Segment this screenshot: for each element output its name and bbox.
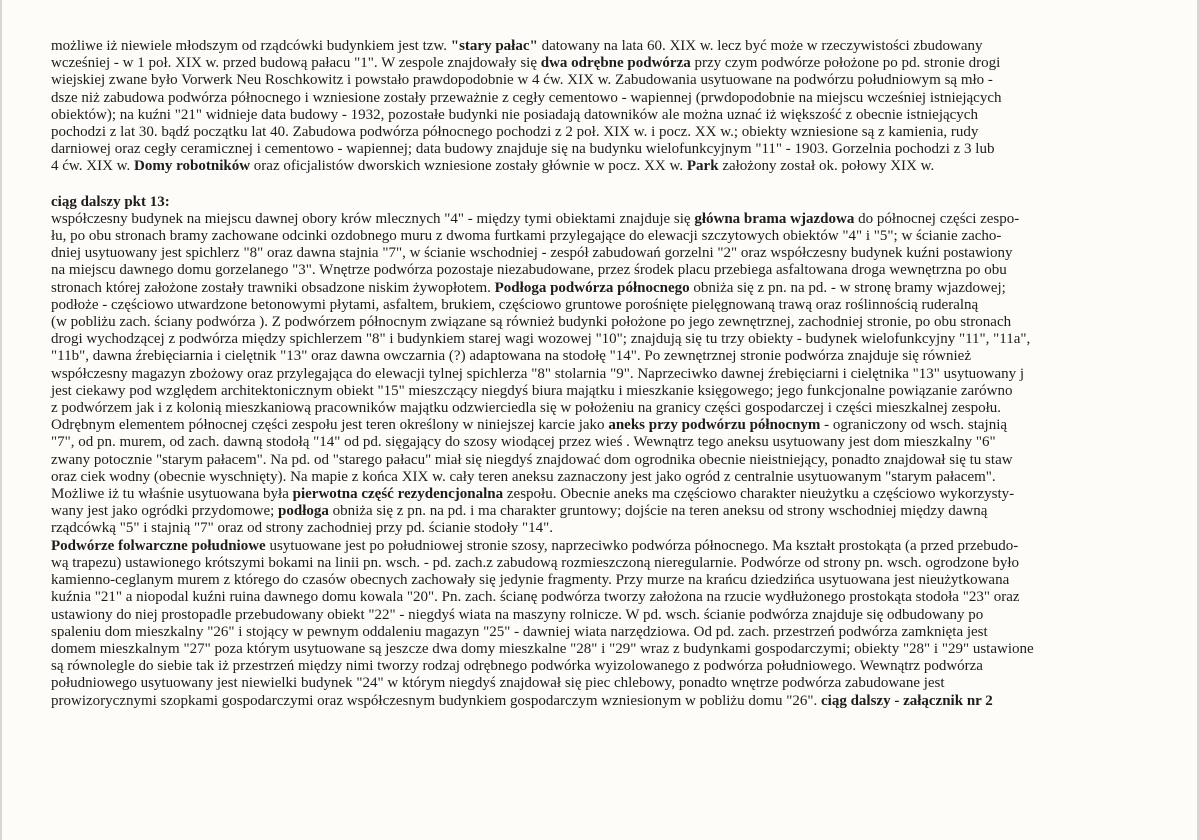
text-line (51, 331, 1151, 348)
text-run: prowizorycznymi szopkami gospodarczymi oraz współczesnym budynkiem gospodarczym wzniesionym w pobliżu domu "26". (51, 692, 821, 709)
text-run: współczesny budynek na miejscu dawnej obory krów mlecznych "4" - między tymi obiektami znajduje się (51, 210, 695, 227)
text-run: "7", od pn. murem, od zach. dawną stodołą "14" od pd. sięgający do szosy wiodącej przez wieś . Wewnątrz tego aneksu usytuowany jest dom mieszkalny "6" (51, 434, 996, 451)
text-line (51, 589, 1151, 606)
text-line (51, 158, 1151, 175)
bold-text-run: Park (686, 158, 719, 175)
text-run: datowany na lata 60. XIX w. lecz być może w rzeczywistości zbudowany (537, 38, 983, 54)
bold-text-run: pierwotna część rezydencjonalna (292, 486, 504, 503)
text-run: dsze niż zabudowa podwórza północnego i wzniesione zostały przeważnie z cegły cementowo - wapiennej (prwdopodobnie na miejscu wcześniej istniejących (51, 89, 1002, 106)
text-run: domem mieszkalnym "27" poza którym usytuowane są jeszcze dwa domy mieszkalne "28" i "29" wraz z budynkami gospodarczymi; obiekty "28" i "29" ustawione (51, 640, 1034, 657)
bold-text-run: Podłoga podwórza północnego (494, 279, 690, 296)
text-line (51, 503, 1151, 520)
text-run: (w pobliżu zach. ściany podwórza ). Z podwórzem północnym związane są również budynki położone po jego zewnętrznej, zachodniej stronie, po obu stronach (51, 314, 1012, 331)
text-line (51, 72, 1151, 89)
bold-text-run: Domy robotników (134, 158, 251, 175)
text-line (51, 607, 1151, 624)
bold-text-run: dwa odrębne podwórza (540, 55, 691, 72)
text-run: dniej usytuowany jest spichlerz "8" oraz dawna stajnia "7", w ścianie wschodniej - zespół zabudowań gorzelni "2" oraz współczesny budynek kuźni postawiony (51, 245, 1013, 262)
text-run: z podwórzem jak i z kolonią mieszkaniową pracowników majątku odzwierciedla się w położeniu na granicy części gospodarczej i części mieszkalnej zespołu. (51, 400, 1002, 417)
text-line (51, 383, 1151, 400)
text-run: - ograniczony od wsch. stajnią (820, 417, 1008, 434)
text-line (51, 520, 1151, 537)
text-run: obniża się z pn. na pd. i ma charakter gruntowy; dojście na teren aneksu od strony wschodniej między dawną (328, 503, 988, 520)
text-line (51, 658, 1151, 675)
paragraph-2 (51, 211, 1151, 710)
text-line (51, 486, 1151, 503)
text-run: oraz ciek wodny (obecnie wyschnięty). Na mapie z końca XIX w. cały teren aneksu zaznaczony jest jako ogród z centralnie usytuowanym "starym pałacem". (51, 468, 996, 485)
text-line (51, 211, 1151, 228)
text-line (51, 366, 1151, 383)
bold-text-run: Podwórze folwarczne południowe (51, 537, 266, 554)
text-line (51, 469, 1151, 486)
paragraph-1 (51, 38, 1151, 176)
text-line (51, 400, 1151, 417)
text-run: przy czym podwórze położone po pd. stronie drogi (690, 55, 1001, 72)
document-body (51, 38, 1151, 710)
text-run: Możliwe iż tu właśnie usytuowana była (51, 486, 293, 503)
bold-text-run: aneks przy podwórzu północnym (608, 417, 821, 434)
text-line (51, 124, 1151, 141)
section-heading: ciąg dalszy pkt 13: (51, 193, 170, 210)
text-line (51, 314, 1151, 331)
text-run: obniża się z pn. na pd. - w stronę bramy wjazdowej; (689, 279, 1006, 296)
bold-text-run: podłoga (278, 503, 329, 520)
text-run: 4 ćw. XIX w. (51, 158, 135, 175)
text-run: Odrębnym elementem północnej części zespołu jest teren określony w niniejszej karcie jako (51, 417, 609, 434)
text-run: pochodzi z lat 30. bądź początku lat 40. Zabudowa podwórza północnego pochodzi z 2 poł. XIX w. i pocz. XX w.; obiekty wzniesione są z kamienia, rudy (51, 124, 979, 141)
text-run: założony został ok. połowy XIX w. (718, 158, 935, 175)
text-line (51, 262, 1151, 279)
text-run: do północnej części zespo- (854, 210, 1020, 227)
text-run: południowego usytuowany jest niewielki budynek "24" w którym niegdyś znajdował się piec chlebowy, ponadto wnętrze podwórza zabudowane jest (51, 675, 945, 692)
text-line (51, 624, 1151, 641)
text-line (51, 555, 1151, 572)
text-line (51, 417, 1151, 434)
text-run: jest ciekawy pod względem architektonicznym obiekt "15" mieszczący niegdyś biura majątku i mieszkanie księgowego; jego funkcjonalne powiązanie zarówno (51, 382, 1013, 399)
text-line (51, 538, 1151, 555)
text-run: kamienno-ceglanym murem z którego do czasów obecnych zachowały się jedynie fragmenty. Przy murze na krańcu dziedzińca usytuowana jest nieużytkowana (51, 572, 1010, 589)
text-run: wcześniej - w 1 poł. XIX w. przed budową pałacu "1". W zespole znajdowały się (51, 55, 541, 72)
text-run: są równolegle do siebie tak iż przestrzeń między nimi tworzy rodzaj odrębnego podwórka wyizolowanego z podwórza południowego. Wewnątrz podwórza (51, 658, 983, 675)
text-run: "11b", dawna źrebięciarnia i cielętnik "13" oraz dawna owczarnia (?) adaptowana na stodołę "14". Po zewnętrznej stronie podwórza znajduje się również (51, 348, 971, 365)
text-line (51, 572, 1151, 589)
text-line (51, 280, 1151, 297)
bold-text-run: "stary pałac" (450, 38, 538, 54)
text-run: rządcówką "5" i stajnią "7" oraz od strony zachodniej przy pd. ścianie stodoły "14". (51, 520, 554, 537)
text-line (51, 348, 1151, 365)
text-run: podłoże - częściowo utwardzone betonowymi płytami, asfaltem, brukiem, częściowo gruntowe porośnięte pielęgnowaną trawą oraz roślinnością ruderalną (51, 296, 979, 313)
text-run: ustawiony do niej prostopadle przebudowany obiekt "22" - niegdyś wiata na maszyny rolnicze. W pd. wsch. ścianie podwórza znajduje się odbudowany po (51, 606, 984, 623)
text-run: kuźnia "21" a niopodal kuźni ruina dawnego domu kowala "20". Pn. zach. ścianę podwórza tworzy założona na rzucie wydłużonego prostokąta stodoła "23" oraz (51, 589, 1020, 606)
text-run: drogi wychodzącej z podwórza między spichlerzem "8" i budynkiem starej wagi wozowej "10"; znajdują się tu trzy obiekty - budynek wielofunkcyjny "11", "11a", (51, 331, 1031, 348)
text-run: zwany potocznie "starym pałacem". Na pd. od "starego pałacu" miał się niegdyś znajdować dom ogrodnika obecnie nieistniejący, ponadto znajdował się tu staw (51, 451, 1013, 468)
text-run: na miejscu dawnego domu gorzelanego "3". Wnętrze podwórza pozostaje niezabudowane, przez środek placu przebiega asfaltowana droga wewnętrzna po obu (51, 262, 1007, 279)
text-run: łu, po obu stronach bramy zachowane odcinki ozdobnego muru z dwoma furtkami przylegające do elewacji szczytowych obiektów "4" i "5"; w ścianie zacho- (51, 228, 1002, 245)
text-line (51, 641, 1151, 658)
text-run: wiejskiej zwane było Vorwerk Neu Roschkowitz i powstało prawdopodobnie w 4 ćw. XIX w. Zabudowania usytuowane na podwórzu południowym są mło - (51, 72, 993, 89)
text-line (51, 693, 1151, 710)
paragraph-gap (51, 176, 1151, 194)
text-run: usytuowane jest po południowej stronie szosy, naprzeciwko podwórza północnego. Ma kształt prostokąta (a przed przebudo- (265, 537, 1019, 554)
text-line (51, 90, 1151, 107)
text-run: możliwe iż niewiele młodszym od rządcówki budynkiem jest tzw. (51, 38, 451, 54)
text-line (51, 38, 1151, 55)
text-run: wą trapezu) ustawionego krótszymi bokami na linii pn. wsch. - pd. zach.z zabudową rozmieszczoną nieregularnie. Podwórze od strony pn. wsch. ogrodzone było (51, 554, 1020, 571)
text-line (51, 228, 1151, 245)
bold-text-run: ciąg dalszy - załącznik nr 2 (821, 692, 993, 709)
text-run: obiektów); na kuźni "21" widnieje data budowy - 1932, pozostałe budynki nie posiadają datowników ale można uznać iż większość z obecnie istniejących (51, 106, 978, 123)
text-line (51, 107, 1151, 124)
bold-text-run: główna brama wjazdowa (694, 210, 855, 227)
text-line (51, 675, 1151, 692)
text-run: wany jest jako ogródki przydomowe; (51, 503, 279, 520)
text-line (51, 452, 1151, 469)
text-line (51, 297, 1151, 314)
text-run: oraz oficjalistów dworskich wzniesione zostały głównie w pocz. XX w. (250, 158, 687, 175)
text-run: zespołu. Obecnie aneks ma częściowo charakter nieużytku a częściowo wykorzysty- (503, 486, 1015, 503)
text-line (51, 434, 1151, 451)
text-run: darniowej oraz cegły ceramicznej i cementowo - wapiennej; data budowy znajduje się na budynku wielofunkcyjnym "11" - 1903. Gorzelnia pochodzi z 3 lub (51, 141, 995, 158)
text-line (51, 245, 1151, 262)
text-run: stronach której założone zostały trawniki obsadzone niskim żywopłotem. (51, 279, 495, 296)
text-line (51, 55, 1151, 72)
text-run: współczesny magazyn zbożowy oraz przylegająca do elewacji tylnej spichlerza "8" stolarnia "9". Naprzeciwko dawnej źrebięciarni i cielętnika "13" usytuowany j (51, 365, 1025, 382)
text-run: spaleniu dom mieszkalny "26" i stojący w pewnym oddaleniu magazyn "25" - dawniej wiata narzędziowa. Od pd. zach. przestrzeń podwórza zamknięta jest (51, 623, 988, 640)
text-line (51, 141, 1151, 158)
